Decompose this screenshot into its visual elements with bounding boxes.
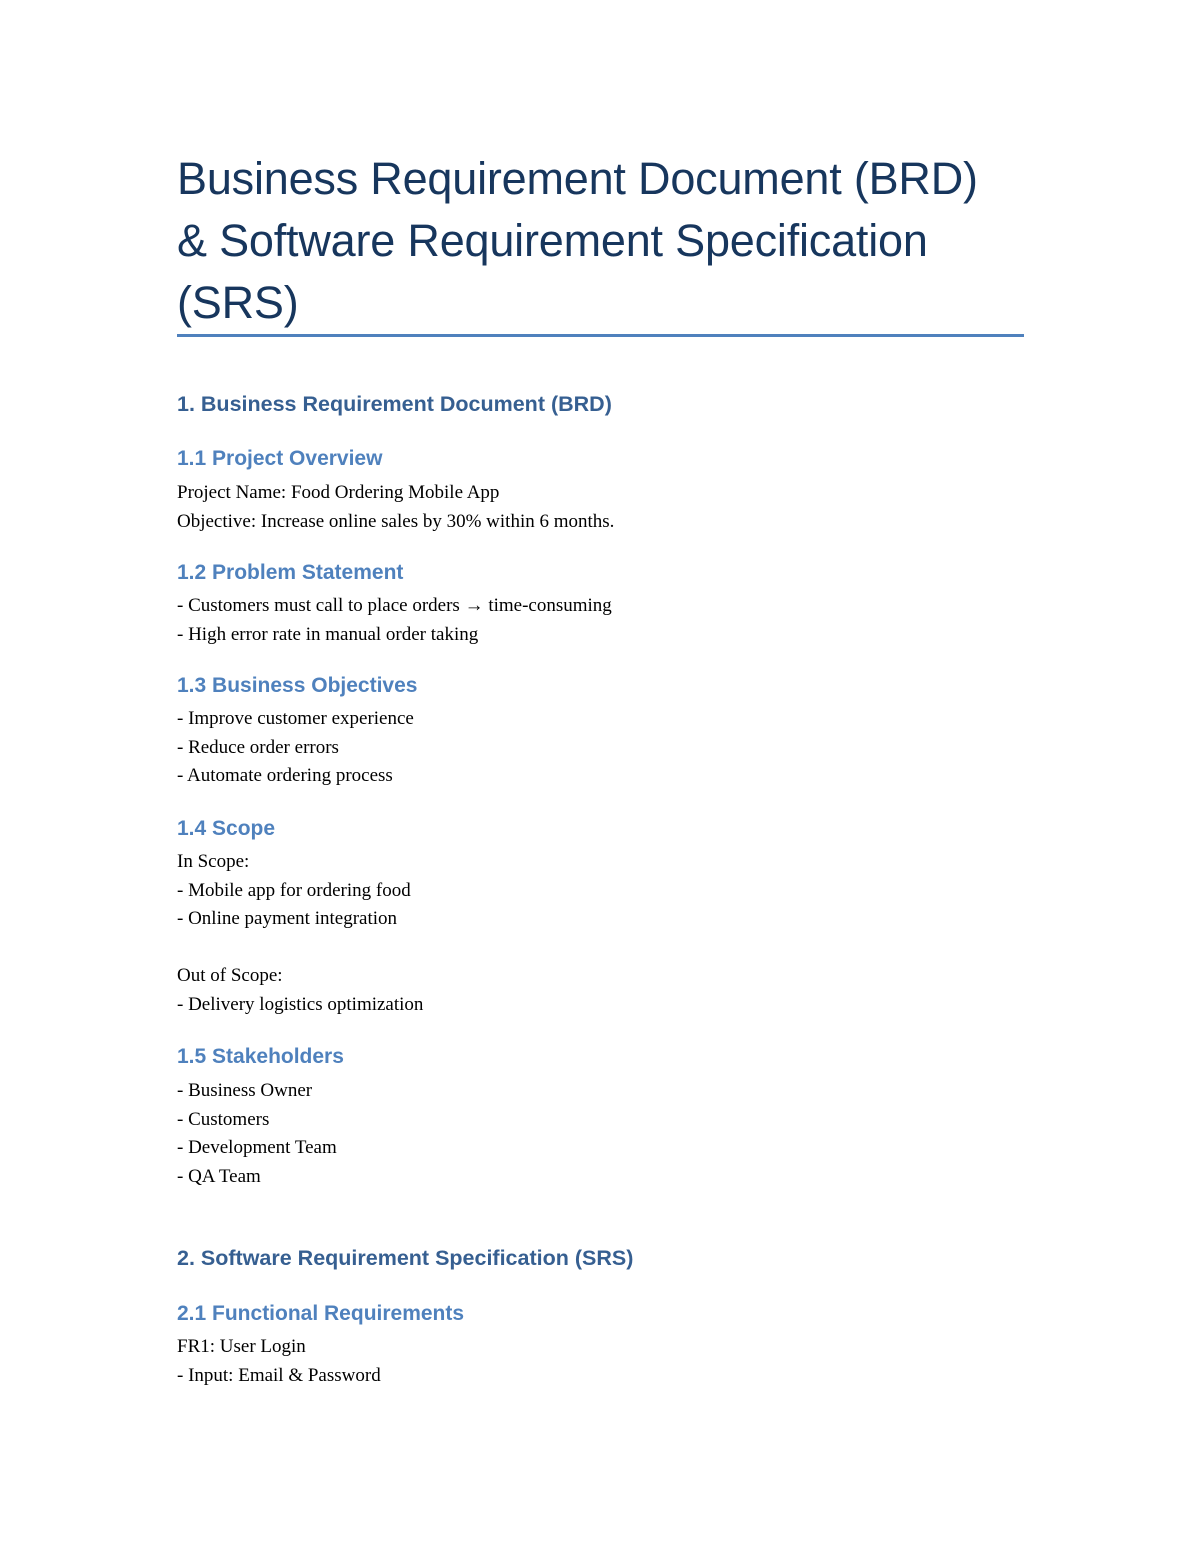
body-line: - Improve customer experience: [177, 708, 414, 729]
body-line: - Business Owner: [177, 1080, 313, 1101]
body-line: - QA Team: [177, 1165, 261, 1187]
scope-body: [177, 848, 423, 1020]
section-heading-srs: 2. Software Requirement Specification (SRS): [177, 1246, 634, 1270]
body-line: FR1: User Login: [177, 1336, 306, 1357]
body-line: - Reduce order errors: [177, 736, 339, 758]
body-line: Objective: Increase online sales by 30% within 6 months.: [177, 510, 615, 532]
body-line: - High error rate in manual order taking: [177, 623, 479, 645]
functional-requirements-body: [177, 1333, 381, 1390]
section-heading-brd: 1. Business Requirement Document (BRD): [177, 392, 612, 416]
document-title-line: Business Requirement Document (BRD): [177, 153, 978, 204]
subsection-heading-functional-requirements: 2.1 Functional Requirements: [177, 1302, 465, 1325]
body-line: - Development Team: [177, 1137, 337, 1159]
body-line: - Input: Email & Password: [177, 1364, 381, 1386]
body-line: - Delivery logistics optimization: [177, 993, 424, 1015]
body-line: - Automate ordering process: [177, 765, 393, 787]
subsection-heading-project-overview: 1.1 Project Overview: [177, 447, 383, 470]
body-line: - Mobile app for ordering food: [177, 879, 411, 901]
subsection-heading-business-objectives: 1.3 Business Objectives: [177, 674, 418, 697]
document-title-line: & Software Requirement Specification: [177, 215, 928, 266]
subsection-heading-scope: 1.4 Scope: [177, 817, 276, 840]
business-objectives-body: [177, 705, 414, 791]
document-title: [177, 148, 1024, 334]
blank-line: [177, 934, 423, 963]
stakeholders-body: [177, 1077, 337, 1191]
in-scope-label: In Scope:: [177, 851, 250, 872]
out-of-scope-label: Out of Scope:: [177, 965, 283, 987]
body-line: Project Name: Food Ordering Mobile App: [177, 482, 500, 503]
document-title-line: (SRS): [177, 277, 299, 328]
title-divider: [177, 334, 1024, 337]
body-line: - Customers: [177, 1108, 270, 1130]
problem-statement-body: [177, 592, 612, 649]
body-line: - Customers must call to place orders → time-consuming: [177, 595, 612, 616]
subsection-heading-problem-statement: 1.2 Problem Statement: [177, 561, 404, 584]
body-line: - Online payment integration: [177, 908, 398, 930]
project-overview-body: [177, 479, 614, 536]
subsection-heading-stakeholders: 1.5 Stakeholders: [177, 1045, 344, 1068]
